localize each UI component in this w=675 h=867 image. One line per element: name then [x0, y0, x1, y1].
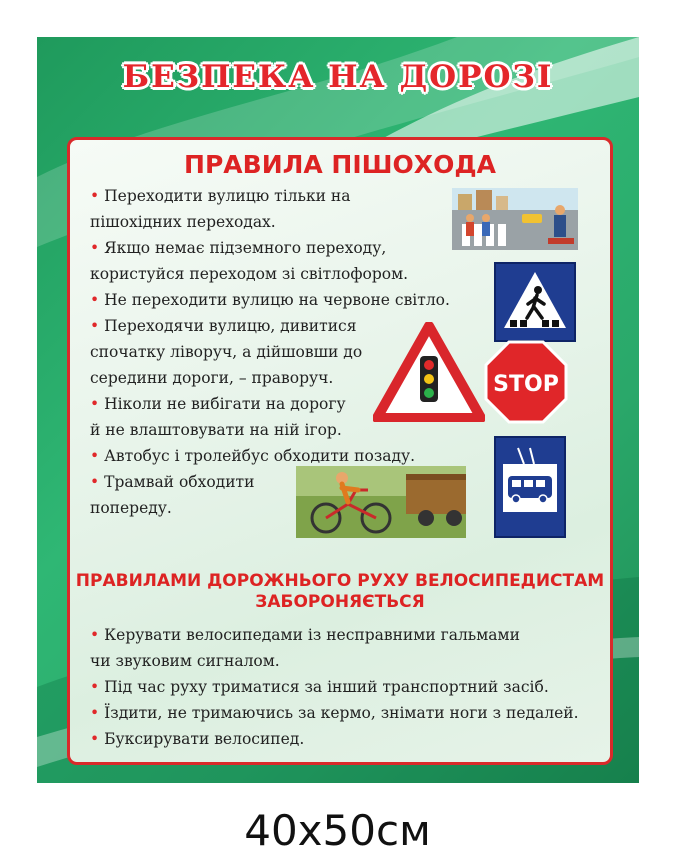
pedestrian-rule-6: • Автобус і тролейбус обходити позаду. — [90, 447, 416, 465]
rules-panel — [67, 137, 613, 765]
cyclist-rule-1: • Керувати велосипедами із несправними гальмами чи звуковим сигналом. — [90, 626, 520, 670]
stop-sign-text: STOP — [493, 372, 559, 397]
poster — [37, 37, 639, 783]
crosswalk-scene-illustration — [452, 188, 578, 250]
pedestrian-rule-2: • Якщо немає підземного переходу, користуйся переходом зі світлофором. — [90, 239, 409, 283]
poster-title: БЕЗПЕКА НА ДОРОЗІ — [122, 59, 554, 95]
traffic-light-warning-sign — [373, 322, 485, 422]
trolleybus-stop-sign — [494, 436, 566, 538]
pedestrian-rule-5: • Ніколи не вибігати на дорогу й не влаштовувати на ній ігор. — [90, 395, 346, 439]
pedestrian-rules-heading: ПРАВИЛА ПІШОХОДА — [184, 150, 496, 179]
cyclist-rule-3: • Їздити, не тримаючись за кермо, знімати ноги з педалей. — [90, 704, 579, 722]
pedestrian-rule-4: • Переходячи вулицю, дивитися спочатку ліворуч, а дійшовши до середини дороги, – праворуч. — [90, 317, 363, 387]
cyclist-rule-2: • Під час руху триматися за інший транспортний засіб. — [90, 678, 549, 696]
cyclist-illustration — [296, 466, 466, 538]
pedestrian-rule-1: • Переходити вулицю тільки на пішохідних переходах. — [90, 187, 351, 231]
pedestrian-crossing-sign — [494, 262, 576, 342]
cyclist-rule-4: • Буксирувати велосипед. — [90, 730, 305, 748]
pedestrian-rule-7: • Трамвай обходити попереду. — [90, 473, 255, 517]
stop-sign — [484, 340, 568, 424]
cyclist-rules-heading: ПРАВИЛАМИ ДОРОЖНЬОГО РУХУ ВЕЛОСИПЕДИСТАМ ЗАБОРОНЯЄТЬСЯ — [75, 571, 605, 612]
size-label: 40x50см — [244, 806, 431, 855]
pedestrian-rule-3: • Не переходити вулицю на червоне світло. — [90, 291, 450, 309]
